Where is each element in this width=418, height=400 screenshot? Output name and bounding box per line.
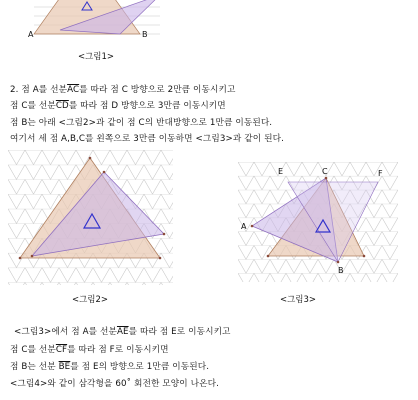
figure-2-caption: <그림2>	[71, 295, 109, 305]
section3-line2: 점 C를 선분$\overline{CF}$를 따라 점 F로 이동시키면	[10, 345, 169, 355]
section2-line1: 2. 점 A를 선분$\overline{AC}$를 따라 점 C 방향으로 2만큼 이동시키고	[10, 85, 236, 95]
section2-line3: 점 B는 아래 <그림2>과 같이 점 C의 반대방향으로 1만큼 이동된다.	[10, 118, 273, 128]
fig3-label-a: A	[241, 222, 247, 231]
figure-3-caption: <그림3>	[279, 295, 317, 305]
section2-line2: 점 C를 선분$\overline{CD}$를 따라 점 D 방향으로 3만큼 이동시키면	[10, 101, 226, 111]
section3-line4: <그림4>와 같이 삼각형을 60˚ 회전한 모양이 나온다.	[10, 379, 219, 389]
figure-3	[238, 162, 398, 282]
section3-line3: 점 B는 선분 $\overline{BE}$를 점 E의 방향으로 1만큼 이동된다.	[10, 362, 210, 372]
fig3-label-f: F	[378, 169, 383, 178]
fig3-label-b: B	[338, 266, 344, 275]
figure-1-caption: <그림1>	[77, 52, 115, 62]
fig1-label-b: B	[142, 30, 148, 39]
fig3-label-e: E	[278, 167, 284, 176]
fig1-label-a: A	[28, 30, 34, 39]
section3-line1: <그림3>에서 점 A를 선분$\overline{AE}$를 따라 점 E로 이동시키고	[14, 327, 231, 337]
figure-2	[8, 150, 173, 285]
section2-line4: 여기서 세 점 A,B,C를 왼쪽으로 3만큼 이동하면 <그림3>과 같이 된다.	[10, 134, 284, 144]
fig3-label-c: C	[322, 167, 328, 176]
figure-1	[20, 0, 170, 45]
